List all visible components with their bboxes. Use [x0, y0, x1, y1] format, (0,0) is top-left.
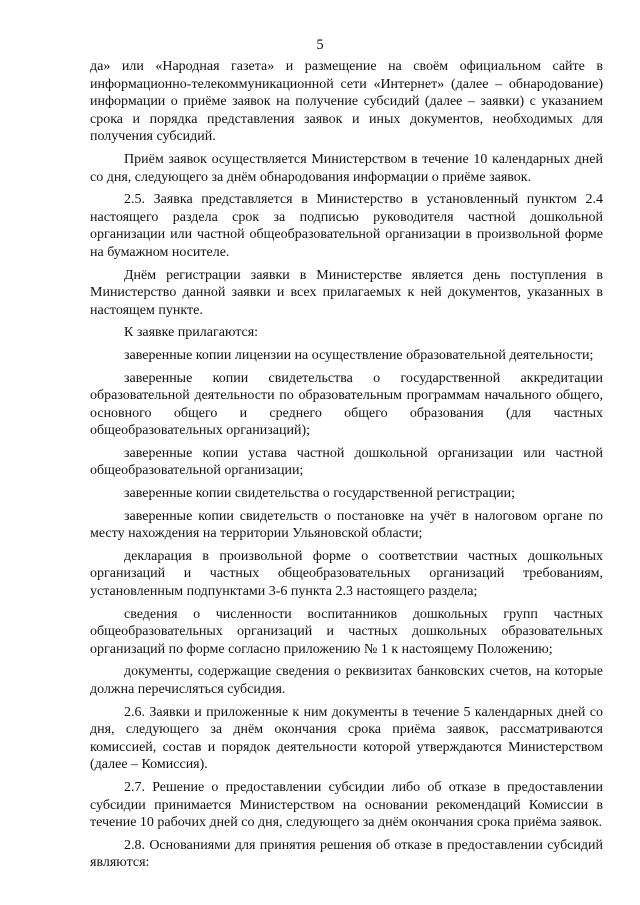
paragraph-2-5: 2.5. Заявка представляется в Министерство в установленный пунктом 2.4 настоящего раздела срок за подписью руководителя частной дошкольной организации или частной общеобразовательной организации в произвольной форме на бумажном носителе.: [90, 192, 603, 260]
page-number: 5: [316, 37, 324, 53]
list-item-bank-details: документы, содержащие сведения о реквизитах банковских счетов, на которые должна перечисляться субсидия.: [90, 664, 603, 697]
document-body: [90, 58, 603, 877]
list-item-license: заверенные копии лицензии на осуществление образовательной деятельности;: [124, 347, 594, 363]
list-item-declaration: декларация в произвольной форме о соответствии частных дошкольных организаций и частных общеобразовательных организаций требованиям, установленным подпунктами 3-6 пункта 2.3 настоящего раздела;: [90, 548, 603, 600]
paragraph-application-period: Приём заявок осуществляется Министерством в течение 10 календарных дней со дня, следующего за днём обнародования информации о приёме заявок.: [90, 151, 603, 185]
paragraph-continuation: да» или «Народная газета» и размещение на своём официальном сайте в информационно-телекоммуникационной сети «Интернет» (далее – обнародование) информации о приёме заявок на получение субсидий (далее – заявки) с указанием срока и порядка представления заявок и иных документов, необходимых для получения субсидий.: [90, 59, 603, 145]
list-item-registration-certificate: заверенные копии свидетельства о государственной регистрации;: [124, 486, 516, 502]
paragraph-registration-day: Днём регистрации заявки в Министерстве является день поступления в Министерство данной заявки и всех прилагаемых к ней документов, указанных в настоящем пункте.: [90, 267, 603, 318]
paragraph-2-7: 2.7. Решение о предоставлении субсидии либо об отказе в предоставлении субсидии принимается Министерством на основании рекомендаций Комиссии в течение 10 рабочих дней со дня, следующего за днём окончания срока приёма заявок.: [90, 779, 603, 831]
list-item-accreditation: заверенные копии свидетельства о государственной аккредитации образовательной деятельности по образовательным программам начального общего, основного общего и среднего общего образования (для частных общеобразовательных организаций);: [90, 370, 603, 439]
list-item-pupil-numbers: сведения о численности воспитанников дошкольных групп частных общеобразовательных организаций и частных дошкольных образовательных организаций по форме согласно приложению № 1 к настоящему Положению;: [90, 606, 603, 657]
paragraph-2-8: 2.8. Основаниями для принятия решения об отказе в предоставлении субсидий являются:: [90, 837, 603, 871]
list-item-tax-registration: заверенные копии свидетельств о постановке на учёт в налоговом органе по месту нахождения на территории Ульяновской области;: [90, 508, 603, 542]
list-item-charter: заверенные копии устава частной дошкольной организации или частной общеобразовательной организации;: [90, 445, 603, 479]
paragraph-attachments-intro: К заявке прилагаются:: [124, 325, 259, 341]
paragraph-2-6: 2.6. Заявки и приложенные к ним документы в течение 5 календарных дней со дня, следующего за днём окончания срока приёма заявок, рассматриваются комиссией, состав и порядок деятельности которой утверждаются Министерством (далее – Комиссия).: [90, 704, 603, 773]
